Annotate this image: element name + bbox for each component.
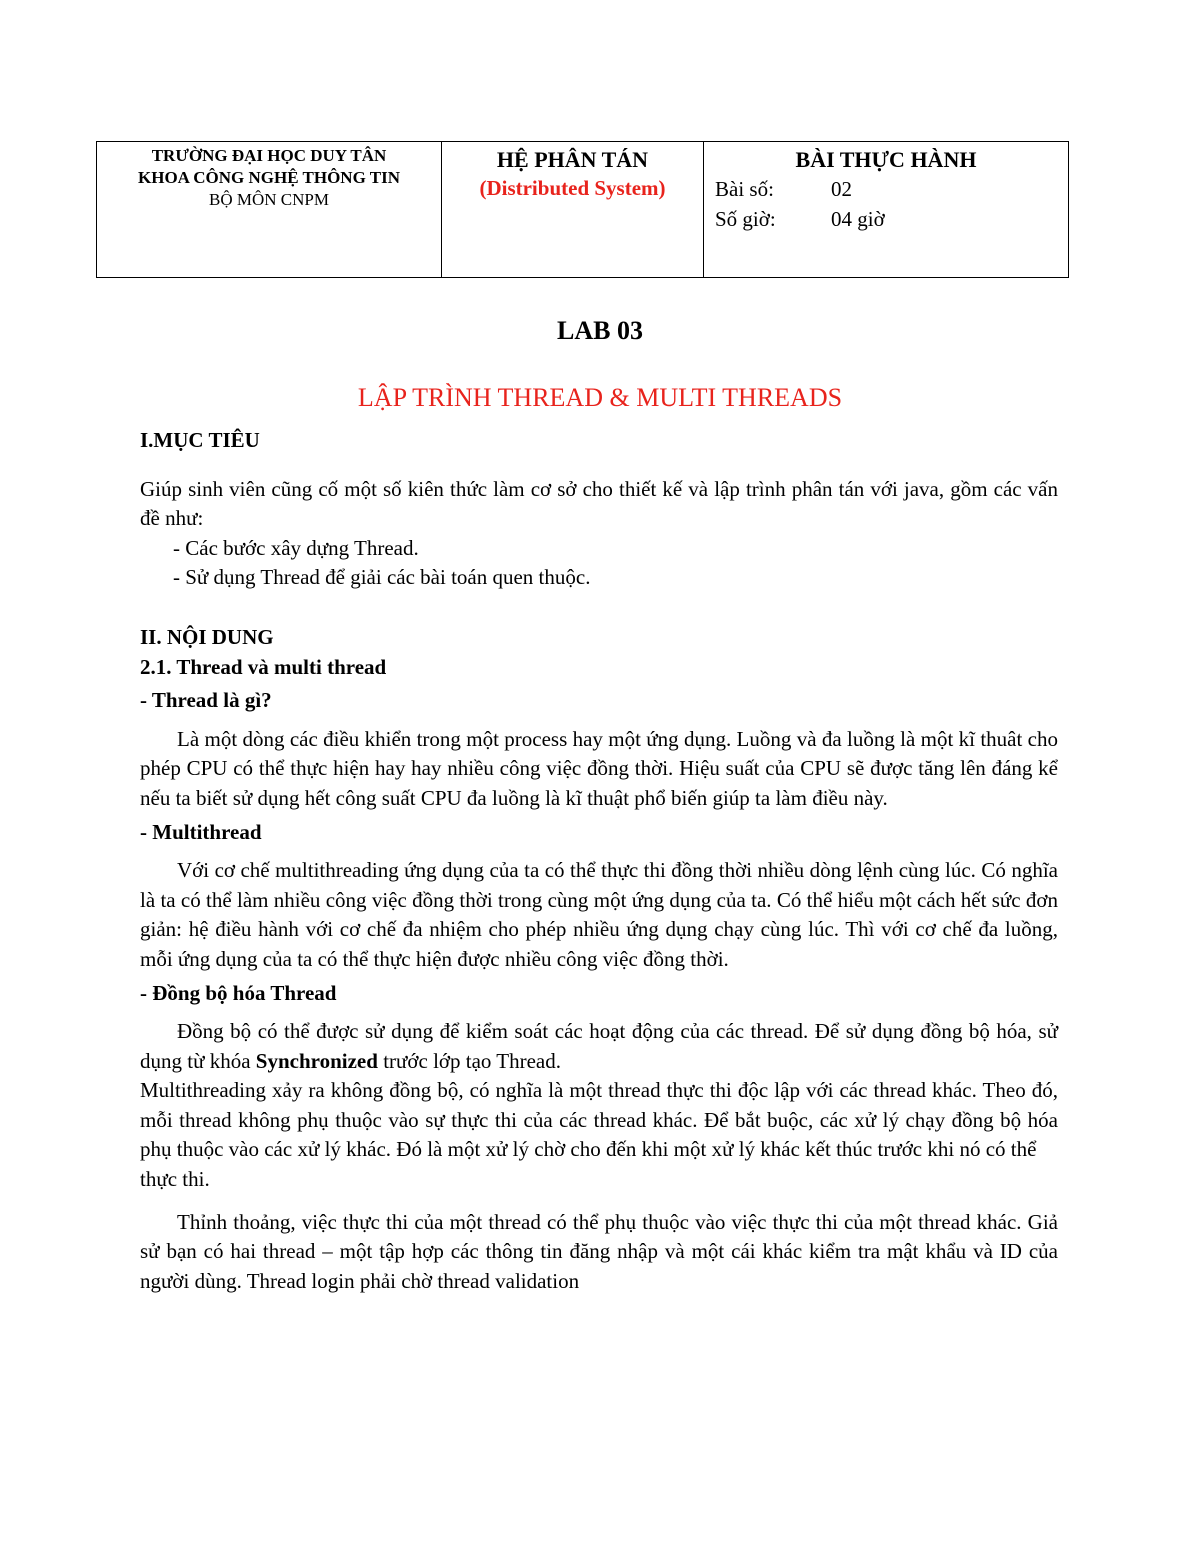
multithread-paragraph: Với cơ chế multithreading ứng dụng của ta có thể thực thi đồng thời nhiều dòng lệnh cùng lúc. Có nghĩa là ta có thể làm nhiều công việc đồng thời trong cùng một ứng dụng của ta. Có thể hiểu một cách hết sức đơn giản: hệ điều hành với cơ chế đa nhiệm cho phép nhiều ứng dụng chạy cùng lúc. Thì với cơ chế đa luồng, mỗi ứng dụng của ta có thể thực hiện được nhiều công việc đồng thời.: [140, 858, 1058, 971]
department-name: BỘ MÔN CNPM: [209, 190, 329, 209]
course-title: HỆ PHÂN TÁN: [496, 147, 649, 172]
multithread-heading: - Multithread: [140, 819, 262, 844]
section2-heading: II. NỘI DUNG: [140, 624, 274, 649]
lab-info-heading: BÀI THỰC HÀNH: [795, 147, 977, 172]
hours-row: [704, 204, 1068, 234]
lab-number-label: Bài số:: [715, 177, 774, 201]
course-title-en: (Distributed System): [479, 176, 666, 200]
sync-heading: - Đồng bộ hóa Thread: [140, 980, 337, 1005]
sync-keyword: Synchronized: [255, 1048, 378, 1073]
lab-info-cell: [704, 142, 1068, 277]
sync-paragraph-2-end: thực thi.: [140, 1167, 210, 1192]
lab-number-title: LAB 03: [557, 316, 643, 345]
lab-title: LẬP TRÌNH THREAD & MULTI THREADS: [357, 383, 843, 412]
objective-bullet-2: - Sử dụng Thread để giải các bài toán quen thuộc.: [173, 565, 591, 590]
lab-number-row: [704, 174, 1068, 204]
university-name: TRƯỜNG ĐẠI HỌC DUY TÂN: [151, 146, 387, 165]
document-body: [140, 426, 1058, 1296]
hours-label: Số giờ:: [715, 207, 776, 231]
lab-number-value: 02: [831, 177, 852, 201]
course-cell: [442, 142, 704, 277]
sync-paragraph-2: Multithreading xảy ra không đồng bộ, có nghĩa là một thread thực thi độc lập với các thread khác. Theo đó, mỗi thread không phụ thuộc vào sự thực thi của các thread khác. Để bắt buộc, các xử lý chạy đồng bộ hóa phụ thuộc vào các xử lý khác. Đó là một xử lý chờ cho đến khi một xử lý khác kết thúc trước khi nó có thể: [140, 1078, 1058, 1162]
sync-text-a: Đồng bộ có thể được sử dụng để kiểm soát các hoạt động của các thread. Để sử dụng đồng bộ hóa, sử dụng từ khóa: [140, 1019, 1058, 1073]
hours-value: 04 giờ: [831, 207, 885, 231]
institution-cell: [97, 142, 442, 277]
sync-paragraph-3: Thỉnh thoảng, việc thực thi của một thread có thể phụ thuộc vào việc thực thi của một thread khác. Giả sử bạn có hai thread – một tập hợp các thông tin đăng nhập và một cái khác kiểm tra mật khẩu và ID của người dùng. Thread login phải chờ thread validation: [140, 1209, 1058, 1293]
thread-paragraph: Là một dòng các điều khiển trong một process hay một ứng dụng. Luồng và đa luồng là một kĩ thuât cho phép CPU có thể thực hiện hay hay nhiều công việc đồng thời. Hiệu suất của CPU sẽ được tăng lên đáng kể nếu ta biết sử dụng hết công suất CPU đa luồng là kĩ thuật phổ biến giúp ta làm điều này.: [140, 726, 1058, 810]
section1-heading: I.MỤC TIÊU: [140, 428, 260, 452]
sync-text-b: trước lớp tạo Thread.: [377, 1048, 562, 1073]
objective-intro: Giúp sinh viên cũng cố một số kiên thức làm cơ sở cho thiết kế và lập trình phân tán với java, gồm các vấn đề như:: [140, 476, 1058, 531]
faculty-name: KHOA CÔNG NGHỆ THÔNG TIN: [138, 168, 400, 187]
header-table: [96, 141, 1069, 278]
objective-bullet-1: - Các bước xây dựng Thread.: [173, 535, 419, 560]
subsection-heading: 2.1. Thread và multi thread: [140, 654, 387, 679]
thread-question: - Thread là gì?: [140, 688, 272, 713]
sync-paragraph: [140, 1017, 1058, 1076]
